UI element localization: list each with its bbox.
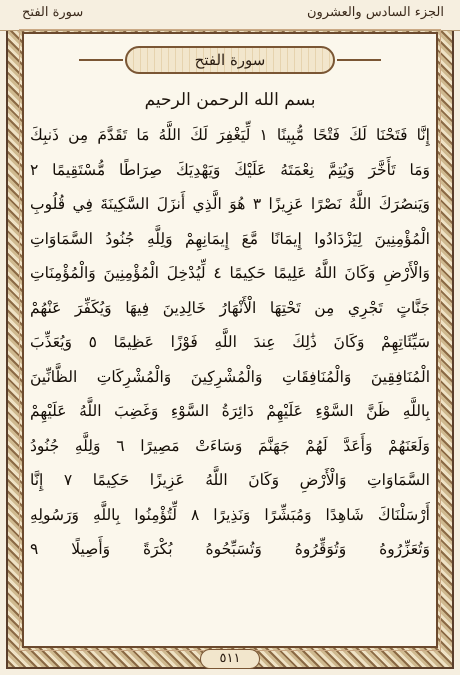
verse-line: وَمَا تَأَخَّرَ وَيُتِمَّ نِعْمَتَهُ عَلَيْكَ وَيَهْدِيَكَ صِرَاطًا مُّسْتَقِيمًا ٢ xyxy=(30,160,430,179)
verse-line: الْمُنَافِقِينَ وَالْمُنَافِقَاتِ وَالْمُشْرِكِينَ وَالْمُشْرِكَاتِ الظَّانِّينَ xyxy=(30,367,430,386)
verse-line: بِاللَّهِ ظَنَّ السَّوْءِ عَلَيْهِمْ دَائِرَةُ السَّوْءِ وَغَضِبَ اللَّهُ عَلَيْهِمْ xyxy=(30,402,430,420)
verse-line: وَالْأَرْضِ وَكَانَ اللَّهُ عَلِيمًا حَكِيمًا ٤ لِّيُدْخِلَ الْمُؤْمِنِينَ وَالْمُؤْمِنَاتِ xyxy=(30,264,430,282)
verse-lines xyxy=(30,118,430,567)
verse-line: وَيَنصُرَكَ اللَّهُ نَصْرًا عَزِيزًا ٣ هُوَ الَّذِي أَنزَلَ السَّكِينَةَ فِي قُلُوبِ xyxy=(30,195,430,213)
surah-title: سورة الفتح xyxy=(194,51,266,69)
verse-line: سَيِّئَاتِهِمْ وَكَانَ ذَٰلِكَ عِندَ اللَّهِ فَوْزًا عَظِيمًا ٥ وَيُعَذِّبَ xyxy=(30,333,430,351)
verse-line: أَرْسَلْنَاكَ شَاهِدًا وَمُبَشِّرًا وَنَذِيرًا ٨ لِّتُؤْمِنُوا بِاللَّهِ وَرَسُولِهِ xyxy=(30,505,430,524)
verse-line: وَلَعَنَهُمْ وَأَعَدَّ لَهُمْ جَهَنَّمَ وَسَاءَتْ مَصِيرًا ٦ وَلِلَّهِ جُنُودُ xyxy=(30,436,430,455)
verse-line: الْمُؤْمِنِينَ لِيَزْدَادُوا إِيمَانًا مَّعَ إِيمَانِهِمْ وَلِلَّهِ جُنُودُ السَّمَاوَاتِ xyxy=(30,229,430,248)
page-number: ٥١١ xyxy=(200,649,260,669)
surah-label: سورة الفتح xyxy=(22,5,84,20)
juz-label: الجزء السادس والعشرون xyxy=(306,5,444,20)
verse-line: جَنَّاتٍ تَجْرِي مِن تَحْتِهَا الْأَنْهَارُ خَالِدِينَ فِيهَا وَيُكَفِّرَ عَنْهُمْ xyxy=(30,298,430,317)
verse-line: وَتُعَزِّرُوهُ وَتُوَقِّرُوهُ وَتُسَبِّحُوهُ بُكْرَةً وَأَصِيلًا ٩ xyxy=(30,540,430,558)
verse-line: السَّمَاوَاتِ وَالْأَرْضِ وَكَانَ اللَّهُ عَزِيزًا حَكِيمًا ٧ إِنَّا xyxy=(30,471,430,489)
basmala: بسم الله الرحمن الرحيم xyxy=(144,90,316,110)
page-header xyxy=(0,0,460,31)
verse-line: إِنَّا فَتَحْنَا لَكَ فَتْحًا مُّبِينًا ١ لِّيَغْفِرَ لَكَ اللَّهُ مَا تَقَدَّمَ مِن ذَنبِكَ xyxy=(30,126,430,144)
surah-title-banner xyxy=(125,46,335,74)
